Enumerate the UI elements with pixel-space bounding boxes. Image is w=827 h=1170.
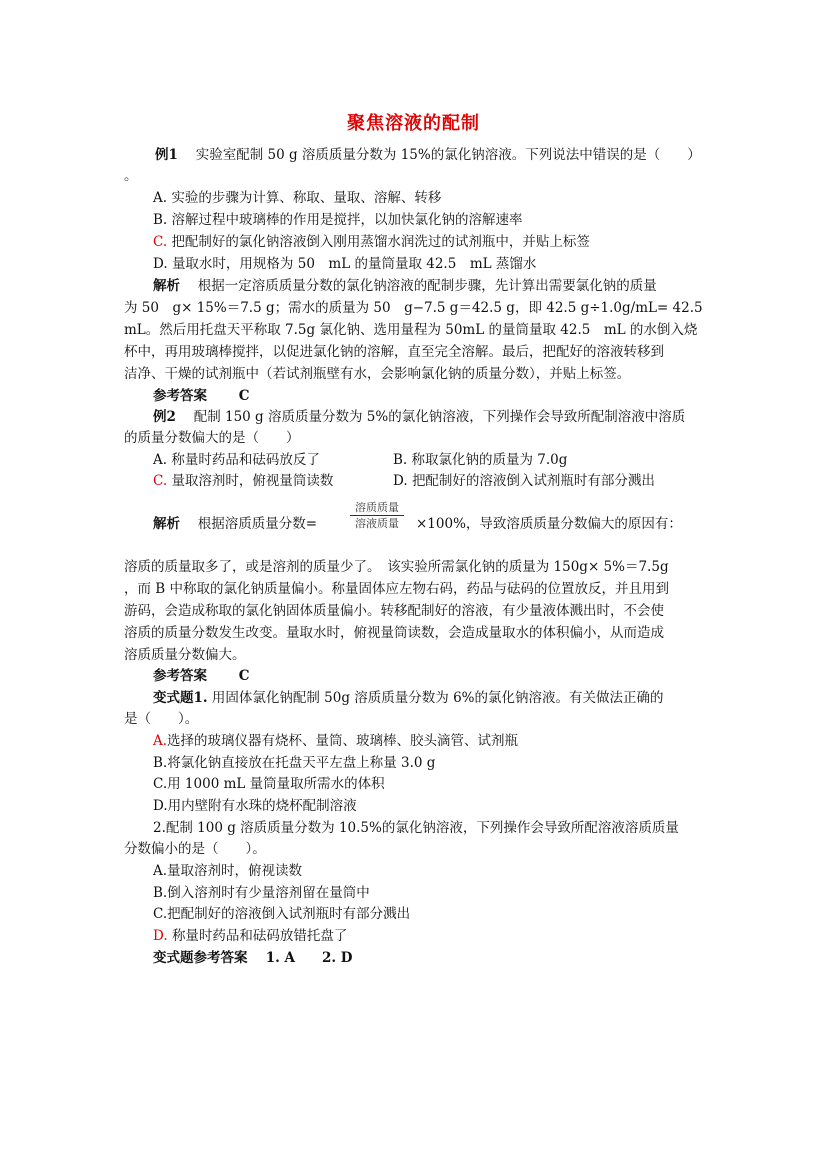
ex2-answer-value: C xyxy=(238,668,250,684)
ex2-analysis-line-2: ，而 B 中称取的氯化钠质量偏小。称量固体应左物右码，药品与砝码的位置放反，并且用到 xyxy=(124,581,670,597)
ex2-option-b: B. 称取氯化钠的质量为 7.0g xyxy=(393,452,568,468)
ex1-option-c: C. 把配制好的氯化钠溶液倒入刚用蒸馏水润洗过的试剂瓶中，并贴上标签 xyxy=(153,234,590,250)
variant-q1-option-d: D.用内壁附有水珠的烧杯配制溶液 xyxy=(153,798,357,814)
page-title: 聚焦溶液的配制 xyxy=(347,113,480,134)
ex1-answer-value: C xyxy=(238,388,250,404)
ex2-analysis-prefix: 解析 根据溶质质量分数= xyxy=(153,516,318,532)
ex2-answer xyxy=(153,666,249,686)
ex1-analysis-line-4: 杯中，再用玻璃棒搅拌，以促进氯化钠的溶解，直至完全溶解。最后，把配好的溶液转移到 xyxy=(124,344,664,360)
ex2-question: 例2 配制 150 g 溶质质量分数为 5%的氯化钠溶液，下列操作会导致所配制溶液中溶质 xyxy=(153,409,686,425)
ex1-question-end: 。 xyxy=(124,168,138,184)
ex2-analysis-line-3: 游码，会造成称取的氯化钠固体质量偏小。转移配制好的溶液，有少量液体溅出时，不会使 xyxy=(124,603,664,619)
ex1-analysis-line-3: mL。然后用托盘天平称取 7.5g 氯化钠、选用量程为 50mL 的量筒量取 42.5 mL 的水倒入烧 xyxy=(124,322,698,338)
variant-q1: 变式题1. 用固体氯化钠配制 50g 溶质质量分数为 6%的氯化钠溶液。有关做法正确的 xyxy=(153,690,664,706)
variant-q1-option-b: B.将氯化钠直接放在托盘天平左盘上称量 3.0 g xyxy=(153,755,436,771)
ex1-analysis-line-5: 洁净、干燥的试剂瓶中（若试剂瓶壁有水，会影响氯化钠的质量分数），并贴上标签。 xyxy=(124,366,631,382)
variant-answer-values: 1. A 2. D xyxy=(265,950,353,966)
ex2-option-c: C. 量取溶剂时，俯视量筒读数 xyxy=(153,473,334,489)
variant-q2-option-d: D. 称量时药品和砝码放错托盘了 xyxy=(153,928,348,944)
ex2-answer-label: 参考答案 xyxy=(153,668,207,684)
variant-q1-option-a: A.选择的玻璃仪器有烧杯、量筒、玻璃棒、胶头滴管、试剂瓶 xyxy=(153,733,519,749)
ex1-option-b: B. 溶解过程中玻璃棒的作用是搅拌，以加快氯化钠的溶解速率 xyxy=(153,212,523,228)
ex2-option-a: A. 称量时药品和砝码放反了 xyxy=(153,452,320,468)
variant-answers xyxy=(153,948,352,968)
ex2-option-d: D. 把配制好的溶液倒入试剂瓶时有部分溅出 xyxy=(393,473,655,489)
ex1-option-a: A. 实验的步骤为计算、称取、量取、溶解、转移 xyxy=(153,190,442,206)
ex1-option-d: D. 量取水时，用规格为 50 mL 的量筒量取 42.5 mL 蒸馏水 xyxy=(153,256,537,272)
ex1-analysis-line-1: 解析 根据一定溶质质量分数的氯化钠溶液的配制步骤，先计算出需要氯化钠的质量 xyxy=(153,278,657,294)
ex1-label: 例1 xyxy=(155,147,178,163)
variant-q1-line-2: 是（ ）。 xyxy=(124,711,199,727)
ex2-question-line-2: 的质量分数偏大的是（ ） xyxy=(124,430,300,446)
variant-q2-option-c: C.把配制好的溶液倒入试剂瓶时有部分溅出 xyxy=(153,906,411,922)
variant-q2: 2.配制 100 g 溶质质量分数为 10.5%的氯化钠溶液，下列操作会导致所配溶液溶质质量 xyxy=(153,820,679,836)
fraction-numerator: 溶质质量 xyxy=(350,501,404,516)
ex2-analysis-label: 解析 xyxy=(153,516,180,532)
ex2-analysis-line-5: 溶质质量分数偏大。 xyxy=(124,647,246,663)
ex1-question-text: 实验室配制 50 g 溶质质量分数为 15%的氯化钠溶液。下列说法中错误的是（ ） xyxy=(195,147,701,163)
variant-q2-line-2: 分数偏小的是（ ）。 xyxy=(124,841,266,857)
mass-fraction-formula xyxy=(350,501,404,530)
ex1-analysis-label: 解析 xyxy=(153,278,180,294)
variant-answer-label: 变式题参考答案 xyxy=(153,950,248,966)
ex2-analysis-suffix: ×100%，导致溶质质量分数偏大的原因有： xyxy=(416,516,682,532)
variant-q2-option-b: B.倒入溶剂时有少量溶剂留在量筒中 xyxy=(153,885,370,901)
ex2-label: 例2 xyxy=(153,409,176,425)
fraction-denominator: 溶液质量 xyxy=(355,517,399,530)
variant-q1-option-c: C.用 1000 mL 量筒量取所需水的体积 xyxy=(153,776,385,792)
ex1-answer-label: 参考答案 xyxy=(153,388,207,404)
variant-label: 变式题 xyxy=(153,690,194,706)
ex1-question xyxy=(155,145,701,165)
ex1-answer xyxy=(153,386,249,406)
ex1-analysis-line-2: 为 50 g× 15%＝7.5 g；需水的质量为 50 g−7.5 g＝42.5 g，即 42.5 g÷1.0g/mL= 42.5 xyxy=(124,300,703,316)
variant-q2-option-a: A.量取溶剂时，俯视读数 xyxy=(153,863,303,879)
ex2-analysis-line-1: 溶质的质量取多了，或是溶剂的质量少了。 该实验所需氯化钠的质量为 150g× 5%＝7.5g xyxy=(124,559,669,575)
ex2-analysis-line-4: 溶质的质量分数发生改变。量取水时，俯视量筒读数，会造成量取水的体积偏小，从而造成 xyxy=(124,625,664,641)
